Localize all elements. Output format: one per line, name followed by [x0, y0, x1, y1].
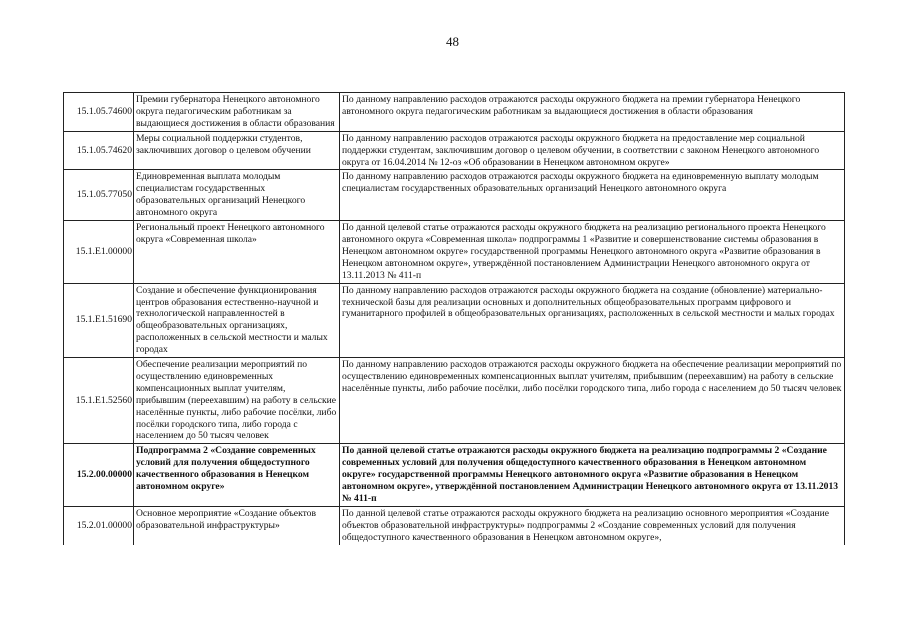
table-row [64, 506, 845, 544]
name-cell: Подпрограмма 2 «Создание современных условий для получения общедоступного качественного образования в Ненецком автономном округе» [134, 444, 340, 507]
code-cell: 15.1.05.74620 [64, 131, 134, 170]
code-cell: 15.1.05.77050 [64, 170, 134, 221]
table-row [64, 283, 845, 357]
name-cell: Премии губернатора Ненецкого автономного округа педагогическим работникам за выдающиеся достижения в области образования [134, 93, 340, 132]
table-row [64, 444, 845, 507]
description-cell: По данному направлению расходов отражаются расходы окружного бюджета на обеспечение реализации мероприятий по осуществлению единовременных компенсационных выплат учителям, прибывшим (переехавшим) на работу в сельские населённые пункты, либо рабочие посёлки, либо посёлки городского типа, либо города с населением до 50 тысяч человек [340, 358, 845, 444]
page-number: 48 [446, 34, 459, 49]
name-cell: Меры социальной поддержки студентов, заключивших договор о целевом обучении [134, 131, 340, 170]
code-cell: 15.1.E1.00000 [64, 221, 134, 284]
name-cell: Создание и обеспечение функционирования центров образования естественно-научной и технологической направленностей в общеобразовательных организациях, расположенных в сельской местности и малых городах [134, 283, 340, 357]
code-cell: 15.1.05.74600 [64, 93, 134, 132]
code-cell: 15.2.01.00000 [64, 506, 134, 544]
table-row [64, 93, 845, 132]
budget-classification-table [63, 92, 845, 545]
description-cell: По данному направлению расходов отражаются расходы окружного бюджета на премии губернатора Ненецкого автономного округа педагогическим работникам за выдающиеся достижения в области образования [340, 93, 845, 132]
name-cell: Обеспечение реализации мероприятий по осуществлению единовременных компенсационных выплат учителям, прибывшим (переехавшим) на работу в сельские населённые пункты, либо рабочие посёлки, либо посёлки городского типа, либо города с населением до 50 тысяч человек [134, 358, 340, 444]
table-row [64, 131, 845, 170]
code-cell: 15.1.E1.52560 [64, 358, 134, 444]
table-row [64, 358, 845, 444]
description-cell: По данному направлению расходов отражаются расходы окружного бюджета на создание (обновление) материально-технической базы для реализации основных и дополнительных общеобразовательных программ цифрового и гуманитарного профилей в общеобразовательных организациях, расположенных в сельской местности и малых городах [340, 283, 845, 357]
description-cell: По данной целевой статье отражаются расходы окружного бюджета на реализацию регионального проекта Ненецкого автономного округа «Современная школа» подпрограммы 1 «Развитие и совершенствование системы образования в Ненецком автономном округе» государственной программы Ненецкого автономного округа «Развитие образования в Ненецком автономном округе», утверждённой постановлением Администрации Ненецкого автономного округа от 13.11.2013 № 411-п [340, 221, 845, 284]
name-cell: Основное мероприятие «Создание объектов образовательной инфраструктуры» [134, 506, 340, 544]
description-cell: По данному направлению расходов отражаются расходы окружного бюджета на единовременную выплату молодым специалистам государственных образовательных организаций Ненецкого автономного округа [340, 170, 845, 221]
code-cell: 15.1.E1.51690 [64, 283, 134, 357]
code-cell: 15.2.00.00000 [64, 444, 134, 507]
name-cell: Единовременная выплата молодым специалистам государственных образовательных организаций Ненецкого автономного округа [134, 170, 340, 221]
table-body [64, 93, 845, 545]
description-cell: По данной целевой статье отражаются расходы окружного бюджета на реализацию основного мероприятия «Создание объектов образовательной инфраструктуры» подпрограммы 2 «Создание современных условий для получения общедоступного качественного образования в Ненецком автономном округе», [340, 506, 845, 544]
name-cell: Региональный проект Ненецкого автономного округа «Современная школа» [134, 221, 340, 284]
description-cell: По данной целевой статье отражаются расходы окружного бюджета на реализацию подпрограммы 2 «Создание современных условий для получения общедоступного качественного образования в Ненецком автономном округе» государственной программы Ненецкого автономного округа «Развитие образования в Ненецком автономном округе», утверждённой постановлением Администрации Ненецкого автономного округа от 13.11.2013 № 411-п [340, 444, 845, 507]
table-row [64, 170, 845, 221]
table-row [64, 221, 845, 284]
description-cell: По данному направлению расходов отражаются расходы окружного бюджета на предоставление мер социальной поддержки студентам, заключившим договор о целевом обучении, в соответствии с законом Ненецкого автономного округа от 16.04.2014 № 12-оз «Об образовании в Ненецком автономном округе» [340, 131, 845, 170]
